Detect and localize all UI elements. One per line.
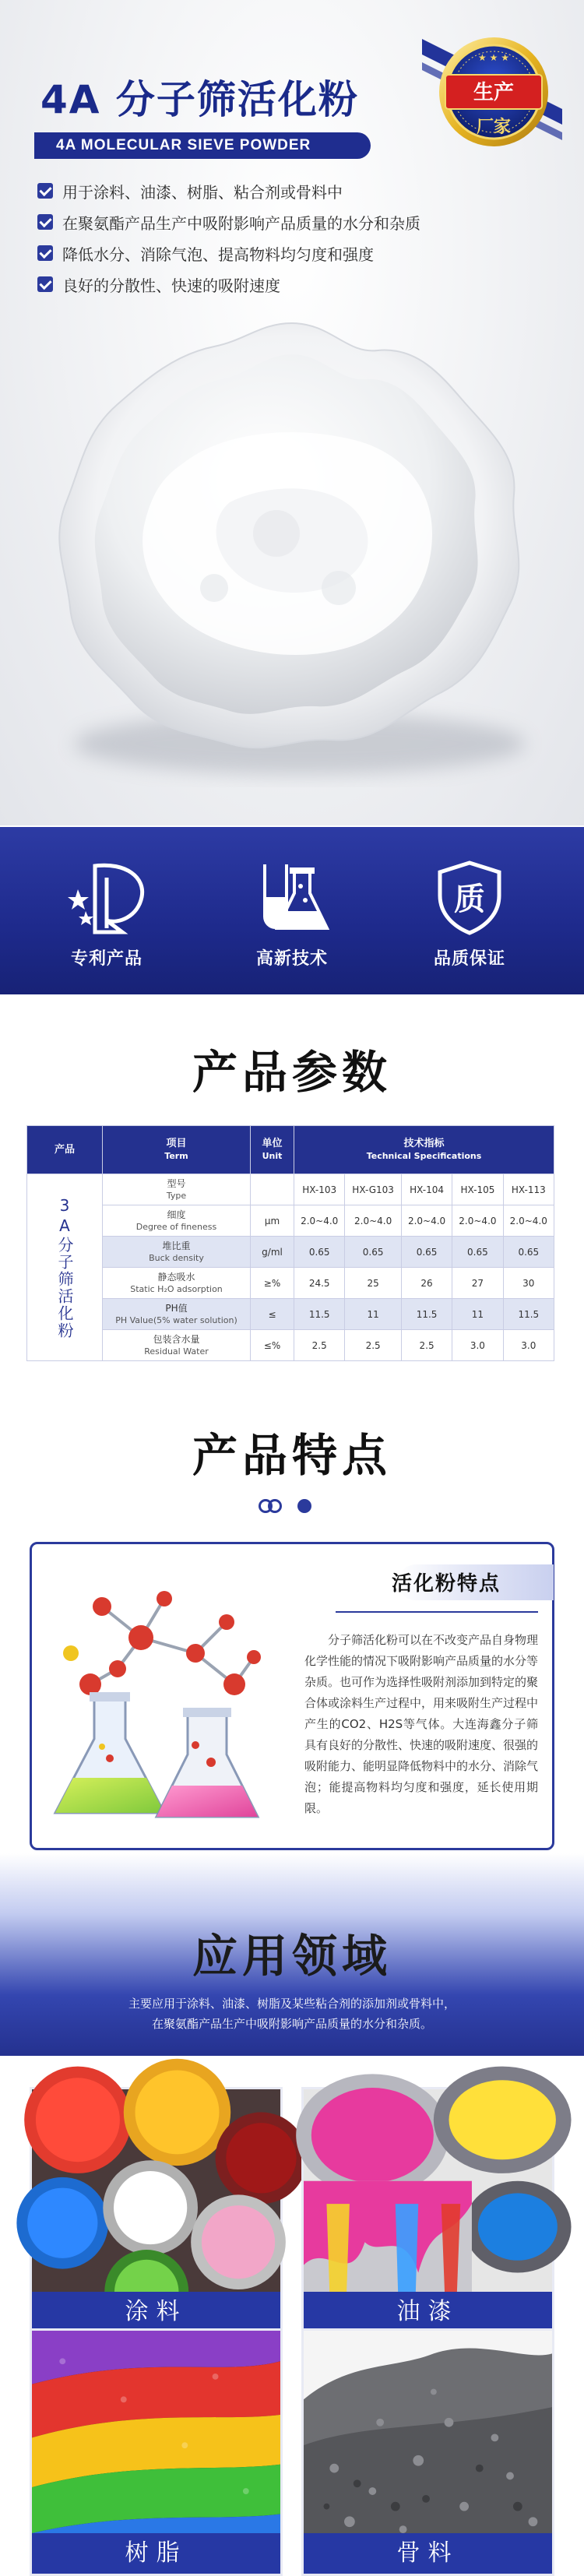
svg-text:厂家: 厂家	[476, 118, 512, 137]
section-divider-dots	[259, 1499, 311, 1513]
advantage-tech: 高新技术	[226, 858, 358, 970]
benefit-item: 用于涂料、油漆、树脂、粘合剂或骨料中	[37, 175, 420, 206]
params-heading: 产品参数	[192, 1046, 392, 1099]
svg-text:生产: 生产	[473, 81, 515, 104]
spec-header-row	[27, 1126, 554, 1174]
application-heading: 应用领域	[192, 1930, 392, 1983]
benefit-item: 降低水分、消除气泡、提高物料均匀度和强度	[37, 238, 420, 269]
hero-section	[0, 0, 584, 825]
spec-row: 堆比重 Buck density g/ml 0.65 0.65 0.65 0.65 0.65	[27, 1237, 554, 1268]
col-spec: 技术指标 Technical Specifications	[294, 1126, 554, 1174]
checkbox-icon	[37, 183, 53, 199]
svg-text:质: 质	[454, 882, 485, 917]
product-name-cell: 3A分子筛活化粉	[27, 1174, 103, 1361]
features-box-title: 活化粉特点	[392, 1572, 501, 1596]
col-term: 项目 Term	[103, 1126, 251, 1174]
spec-row: 3A分子筛活化粉 型号 Type HX-103 HX-G103 HX-104 HX-105 HX-113	[27, 1174, 554, 1205]
features-heading: 产品特点	[192, 1429, 392, 1482]
advantages-band	[0, 827, 584, 994]
spec-row: 细度 Degree of fineness μm 2.0~4.0 2.0~4.0 2.0~4.0 2.0~4.0 2.0~4.0	[27, 1205, 554, 1237]
col-product: 产品	[27, 1126, 103, 1174]
tile-label: 树脂	[32, 2533, 280, 2574]
spec-table	[26, 1125, 554, 1361]
quality-shield-icon	[431, 858, 508, 936]
product-subtitle: 4A MOLECULAR SIEVE POWDER	[34, 132, 371, 159]
manufacturer-seal-icon	[422, 23, 562, 164]
benefit-item: 良好的分散性、快速的吸附速度	[37, 269, 420, 300]
flask-icon	[249, 858, 335, 936]
advantage-quality: 质 品质保证	[403, 858, 536, 970]
features-description: 分子筛活化粉可以在不改变产品自身物理化学性能的情况下吸附影响产品质量的水分等杂质。也可作为选择性吸附剂添加到特定的聚合体或涂料生产过程中，用来吸附生产过程中产生的CO2、H2S等气体。大连海鑫分子筛具有良好的分散性、快速的吸附速度、很强的吸附能力、能明显降低物料中的水分、消除气泡；能提高物料均匀度和强度，延长使用期限。	[304, 1633, 539, 1815]
checkbox-icon	[37, 214, 53, 230]
tile-label: 涂料	[32, 2292, 280, 2332]
features-box	[30, 1542, 554, 1850]
checkbox-icon	[37, 245, 53, 261]
tile-label: 骨料	[304, 2533, 552, 2574]
molecule-flask-icon	[47, 1568, 304, 1832]
benefit-list	[37, 175, 420, 300]
spec-row: 静态吸水 Static H₂O adsorption ≥% 24.5 25 26 27 30	[27, 1268, 554, 1299]
tile-coating	[30, 2087, 283, 2335]
spec-row: 包装含水量 Residual Water ≤% 2.5 2.5 2.5 3.0 3.0	[27, 1330, 554, 1361]
col-unit: 单位 Unit	[251, 1126, 294, 1174]
tile-aggregate	[301, 2328, 554, 2576]
advantage-patent: 专利产品	[40, 858, 173, 970]
product-title: 4A 分子筛活化粉	[40, 77, 359, 122]
tile-resin	[30, 2328, 283, 2576]
checkbox-icon	[37, 276, 53, 292]
patent-icon	[64, 858, 150, 936]
tile-paint	[301, 2087, 554, 2335]
spec-row: PH值 PH Value(5% water solution) ≤ 11.5 11 11.5 11 11.5	[27, 1299, 554, 1330]
benefit-item: 在聚氨酯产品生产中吸附影响产品质量的水分和杂质	[37, 206, 420, 238]
powder-bowl-image	[43, 308, 541, 790]
svg-text:★ ★ ★: ★ ★ ★	[478, 52, 509, 63]
tile-label: 油漆	[304, 2292, 552, 2332]
application-description: 主要应用于涂料、油漆、树脂及某些粘合剂的添加剂或骨料中， 在聚氨酯产品生产中吸附影响产品质量的水分和杂质。	[128, 1997, 456, 2031]
